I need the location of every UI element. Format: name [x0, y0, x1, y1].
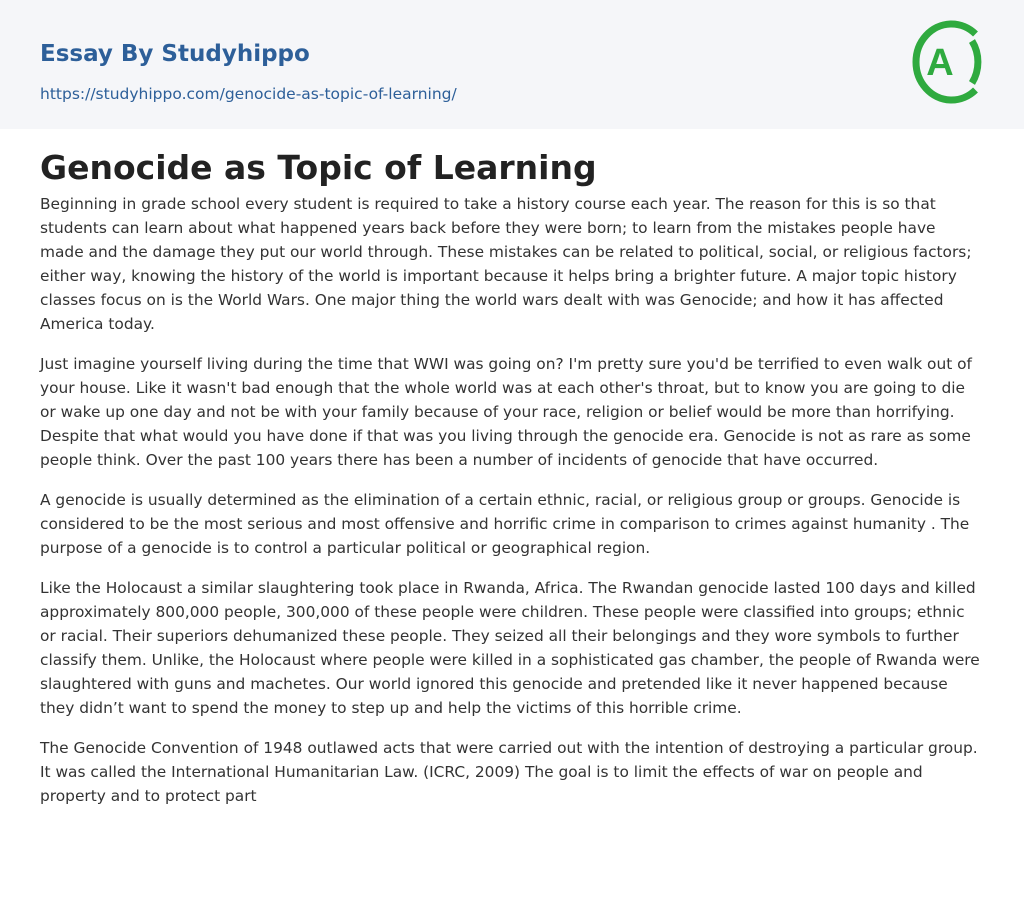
logo-letter: A [926, 42, 954, 84]
studyhippo-a-logo-icon[interactable] [912, 19, 986, 105]
essay-content [0, 129, 1024, 808]
source-url-link[interactable]: https://studyhippo.com/genocide-as-topic-of-learning/ [40, 85, 457, 103]
brand-title: Essay By Studyhippo [40, 41, 310, 67]
page-header [0, 0, 1024, 129]
essay-paragraph-1: Beginning in grade school every student is required to take a history course each year. The reason for this is so that students can learn about what happened years back before they were born; to learn from the mistakes people have made and the damage they put our world through. These mistakes can be related to political, social, or religious factors; either way, knowing the history of the world is important because it helps bring a brighter future. A major topic history classes focus on is the World Wars. One major thing the world wars dealt with was Genocide; and how it has affected America today. [40, 195, 972, 333]
essay-paragraph-5: The Genocide Convention of 1948 outlawed acts that were carried out with the intention of destroying a particular group. It was called the International Humanitarian Law. (ICRC, 2009) The goal is to limit the effects of war on people and property and to protect part [40, 739, 978, 805]
essay-paragraph-3: A genocide is usually determined as the elimination of a certain ethnic, racial, or religious group or groups. Genocide is considered to be the most serious and most offensive and horrific crime in comparison to crimes against humanity . The purpose of a genocide is to control a particular political or geographical region. [40, 491, 970, 557]
essay-paragraph-4: Like the Holocaust a similar slaughtering took place in Rwanda, Africa. The Rwandan genocide lasted 100 days and killed approximately 800,000 people, 300,000 of these people were children. These people were classified into groups; ethnic or racial. Their superiors dehumanized these people. They seized all their belongings and they wore symbols to further classify them. Unlike, the Holocaust where people were killed in a sophisticated gas chamber, the people of Rwanda were slaughtered with guns and machetes. Our world ignored this genocide and pretended like it never happened because they didn’t want to spend the money to step up and help the victims of this horrible crime. [40, 579, 980, 717]
essay-paragraph-2: Just imagine yourself living during the time that WWI was going on? I'm pretty sure you'd be terrified to even walk out of your house. Like it wasn't bad enough that the whole world was at each other's throat, but to know you are going to die or wake up one day and not be with your family because of your race, religion or belief would be more than horrifying. Despite that what would you have done if that was you living through the genocide era. Genocide is not as rare as some people think. Over the past 100 years there has been a number of incidents of genocide that have occurred. [40, 355, 972, 469]
essay-title: Genocide as Topic of Learning [40, 148, 597, 187]
